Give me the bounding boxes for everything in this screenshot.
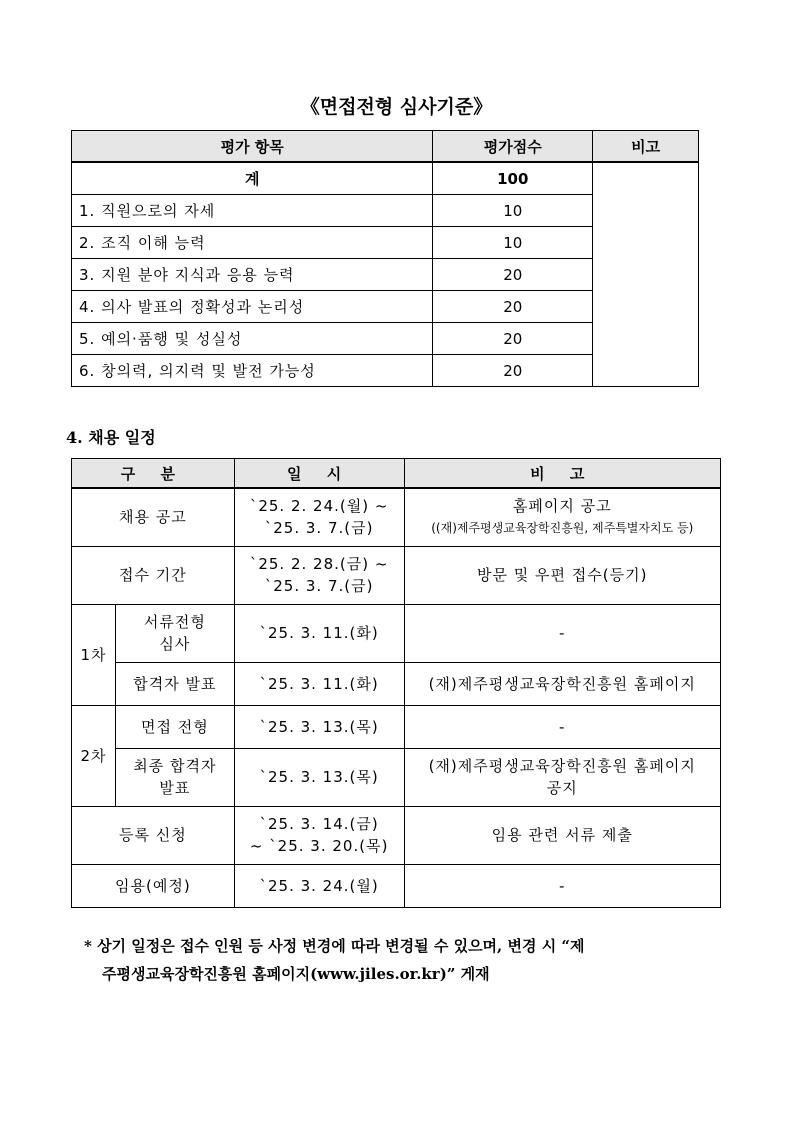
criteria-item: 1. 직원으로의 자세: [72, 195, 433, 227]
row-date: [234, 806, 404, 864]
row-date: `25. 3. 13.(목): [234, 705, 404, 748]
table-row: [72, 748, 721, 806]
row-date: [234, 546, 404, 604]
row-note: -: [404, 705, 721, 748]
name-line: 서류전형: [143, 613, 206, 631]
footnote-line: * 상기 일정은 접수 인원 등 사정 변경에 따라 변경될 수 있으며, 변경 시 “제: [84, 937, 585, 955]
row-note: -: [404, 864, 721, 907]
schedule-table: [71, 458, 721, 908]
criteria-score: 20: [433, 259, 593, 291]
stage-label: 1차: [72, 604, 116, 705]
row-note: [404, 488, 721, 546]
row-name: [115, 604, 234, 662]
row-date: `25. 3. 13.(목): [234, 748, 404, 806]
row-note: 임용 관련 서류 제출: [404, 806, 721, 864]
total-row: [72, 162, 699, 195]
date-line: ~ `25. 3. 20.(목): [249, 837, 389, 855]
total-label: 계: [72, 162, 433, 195]
date-line: `25. 3. 7.(금): [264, 519, 374, 538]
note-line: (재)제주평생교육장학진흥원 홈페이지: [428, 757, 696, 775]
header-remark: 비 고: [404, 459, 721, 489]
name-line: 최종 합격자: [133, 757, 217, 775]
criteria-item: 5. 예의·품행 및 성실성: [72, 323, 433, 355]
table-row: [72, 662, 721, 705]
footnote-line: 주평생교육장학진흥원 홈페이지(www.jiles.or.kr)” 게재: [102, 965, 490, 983]
table-row: [72, 488, 721, 546]
criteria-score: 10: [433, 195, 593, 227]
row-name: 합격자 발표: [115, 662, 234, 705]
row-date: `25. 3. 11.(화): [234, 604, 404, 662]
date-line: `25. 2. 24.(월) ~: [249, 497, 389, 516]
criteria-score: 20: [433, 355, 593, 387]
schedule-header-row: [72, 459, 721, 489]
row-date: `25. 3. 24.(월): [234, 864, 404, 907]
remark-cell: [593, 162, 699, 387]
header-item: 평가 항목: [72, 131, 433, 163]
table-row: [72, 604, 721, 662]
name-line: 심사: [159, 635, 191, 653]
table-row: [72, 546, 721, 604]
criteria-table: [71, 130, 699, 387]
total-score: 100: [433, 162, 593, 195]
table-row: [72, 806, 721, 864]
date-line: `25. 3. 7.(금): [264, 577, 374, 595]
date-line: `25. 3. 14.(금): [259, 815, 379, 833]
criteria-item: 2. 조직 이해 능력: [72, 227, 433, 259]
row-note: (재)제주평생교육장학진흥원 홈페이지: [404, 662, 721, 705]
section-heading: 4. 채용 일정: [66, 428, 156, 447]
row-name: 접수 기간: [72, 546, 235, 604]
row-name: [115, 748, 234, 806]
date-line: `25. 2. 28.(금) ~: [249, 555, 389, 573]
name-line: 발표: [159, 779, 191, 797]
stage-label: 2차: [72, 705, 116, 806]
criteria-score: 20: [433, 323, 593, 355]
note-line: 공지: [546, 779, 578, 797]
criteria-item: 4. 의사 발표의 정확성과 논리성: [72, 291, 433, 323]
row-name: 등록 신청: [72, 806, 235, 864]
criteria-score: 20: [433, 291, 593, 323]
header-remark: 비고: [593, 131, 699, 163]
row-note: [404, 748, 721, 806]
row-name: 임용(예정): [72, 864, 235, 907]
criteria-score: 10: [433, 227, 593, 259]
row-note: 방문 및 우편 접수(등기): [404, 546, 721, 604]
criteria-item: 3. 지원 분야 지식과 응용 능력: [72, 259, 433, 291]
row-note: -: [404, 604, 721, 662]
row-date: `25. 3. 11.(화): [234, 662, 404, 705]
criteria-item: 6. 창의력, 의지력 및 발전 가능성: [72, 355, 433, 387]
header-date: 일 시: [234, 459, 404, 489]
row-date: [234, 488, 404, 546]
schedule-footnote: [84, 932, 734, 988]
criteria-header-row: [72, 131, 699, 163]
header-category: 구 분: [72, 459, 235, 489]
table-row: [72, 705, 721, 748]
note-line: 홈페이지 공고: [512, 497, 612, 516]
row-name: 채용 공고: [72, 488, 235, 546]
page-title: 《면접전형 심사기준》: [300, 96, 493, 118]
header-score: 평가점수: [433, 131, 593, 163]
table-row: [72, 864, 721, 907]
note-line: ((재)제주평생교육장학진흥원, 제주특별자치도 등): [431, 521, 694, 536]
row-name: 면접 전형: [115, 705, 234, 748]
